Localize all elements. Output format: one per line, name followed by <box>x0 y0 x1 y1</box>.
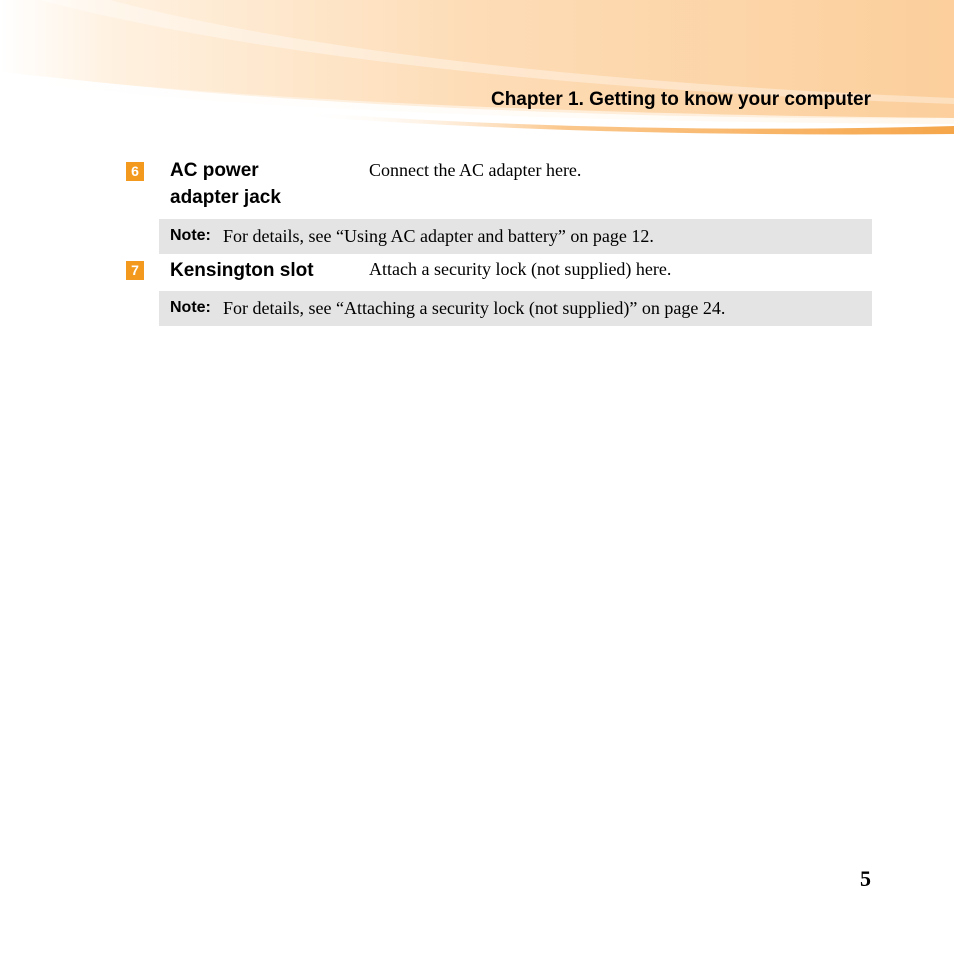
item-number-badge: 6 <box>126 162 144 181</box>
note-label: Note: <box>170 227 211 244</box>
item-term <box>170 257 314 284</box>
note-box <box>159 219 872 254</box>
chapter-title: Chapter 1. Getting to know your computer <box>490 89 871 110</box>
item-term-line: adapter jack <box>170 187 281 208</box>
item-term-line: Kensington slot <box>170 260 314 281</box>
note-text: For details, see “Attaching a security lock (not supplied)” on page 24. <box>223 298 726 318</box>
note-box <box>159 291 872 326</box>
item-term <box>170 157 281 211</box>
note-label: Note: <box>170 299 211 316</box>
item-description: Attach a security lock (not supplied) here. <box>369 259 672 279</box>
header-band <box>0 0 954 140</box>
item-description: Connect the AC adapter here. <box>369 160 582 180</box>
note-text: For details, see “Using AC adapter and battery” on page 12. <box>223 226 654 246</box>
item-term-line: AC power <box>170 160 259 181</box>
item-number-badge: 7 <box>126 261 144 280</box>
page-number: 5 <box>860 866 871 891</box>
